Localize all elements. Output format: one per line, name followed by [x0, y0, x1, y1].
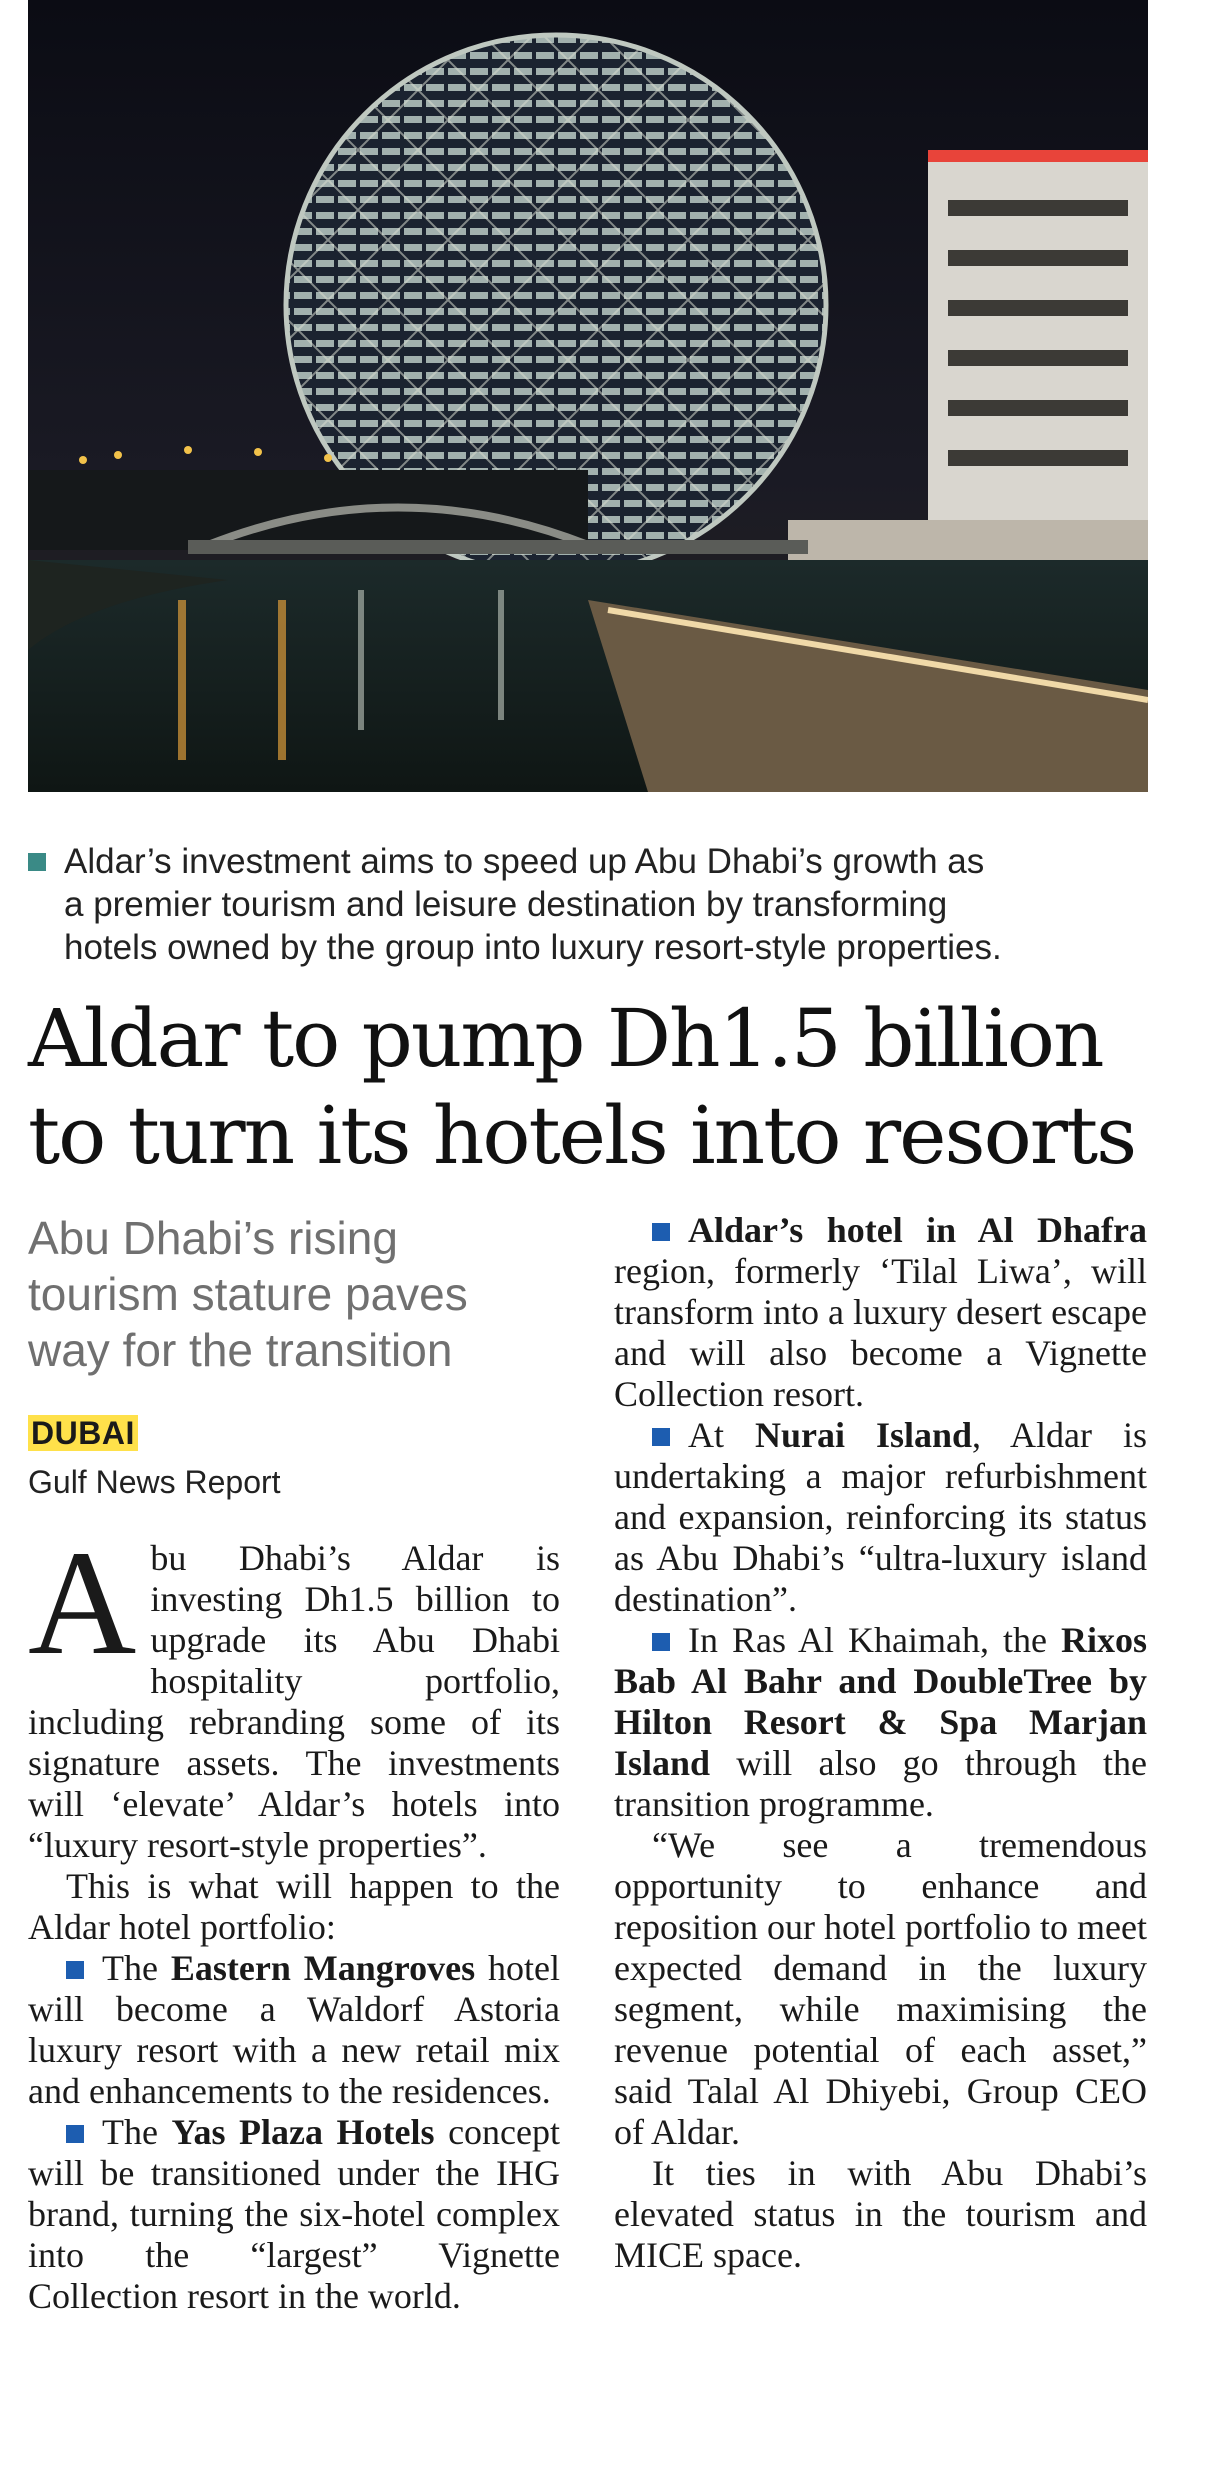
- paragraph-1: [28, 1520, 560, 1866]
- photo-caption: [28, 840, 1168, 969]
- p3-bold: Eastern Mangroves: [170, 1948, 476, 1988]
- bullet-square-icon: [652, 1428, 670, 1446]
- p4-bold: Yas Plaza Hotels: [171, 2112, 435, 2152]
- bullet-square-icon: [652, 1633, 670, 1651]
- p5-post: region, formerly ‘Tilal Liwa’, will transform into a luxury desert escape and will also become a Vignette Collection resort.: [614, 1251, 1147, 1414]
- caption-square-icon: [28, 853, 46, 871]
- photo-illustration: [28, 0, 1148, 792]
- column-left: [28, 1210, 560, 2317]
- paragraph-2: This is what will happen to the Aldar hotel portfolio:: [28, 1866, 560, 1947]
- caption-line-2: a premier tourism and leisure destination by transforming: [64, 885, 948, 924]
- bullet-square-icon: [652, 1223, 670, 1241]
- byline: Gulf News Report: [28, 1464, 281, 1500]
- headline-line-2: to turn its hotels into resorts: [28, 1089, 1136, 1182]
- paragraph-5: [614, 1210, 1147, 1415]
- caption-line-3: hotels owned by the group into luxury resort-style properties.: [64, 928, 1002, 967]
- paragraph-1-text: bu Dhabi’s Aldar is investing Dh1.5 billion to upgrade its Abu Dhabi hospitality portfolio, including rebranding some of its signature assets. The investments will ‘elevate’ Aldar’s hotels into “luxury resort-style properties”.: [28, 1538, 560, 1865]
- article-body-left: [28, 1520, 561, 2317]
- drop-cap: A: [28, 1520, 137, 1686]
- p4-pre: The: [102, 2112, 172, 2152]
- article-body-right: [614, 1210, 1147, 2276]
- paragraph-6: [614, 1415, 1147, 1620]
- bullet-square-icon: [66, 2125, 84, 2143]
- p7-bold: Rixos Bab Al Bahr and DoubleTree by Hilton Resort & Spa Marjan Island: [614, 1620, 1147, 1783]
- caption-line-1: [28, 840, 1168, 883]
- article-photo: [28, 0, 1148, 792]
- p6-pre: At: [688, 1415, 755, 1455]
- headline-line-1: Aldar to pump Dh1.5 billion: [28, 992, 1103, 1085]
- p5-bold: Aldar’s hotel in Al Dhafra: [688, 1210, 1147, 1250]
- paragraph-7: [614, 1620, 1147, 1825]
- paragraph-4: [28, 2112, 560, 2317]
- p4-post: concept will be transitioned under the IHG brand, turning the six-hotel complex into the “largest” Vignette Collection resort in the world.: [28, 2112, 560, 2316]
- bullet-square-icon: [66, 1961, 84, 1979]
- caption-text-1: Aldar’s investment aims to speed up Abu Dhabi’s growth as: [64, 842, 985, 881]
- dateline-label: DUBAI: [28, 1415, 138, 1451]
- p7-pre: In Ras Al Khaimah, the: [688, 1620, 1061, 1660]
- paragraph-8: “We see a tremendous opportunity to enhance and reposition our hotel portfolio to meet expected demand in the luxury segment, while maximising the revenue potential of each asset,” said Talal Al Dhiyebi, Group CEO of Aldar.: [614, 1825, 1147, 2152]
- p6-post: , Aldar is undertaking a major refurbishment and expansion, reinforcing its status as Abu Dhabi’s “ultra-luxury island destination”.: [614, 1415, 1147, 1619]
- column-right: [614, 1210, 1147, 2276]
- paragraph-3: [28, 1948, 560, 2112]
- paragraph-9: It ties in with Abu Dhabi’s elevated status in the tourism and MICE space.: [614, 2153, 1147, 2275]
- p3-pre: The: [102, 1948, 171, 1988]
- headline: [28, 990, 1178, 1184]
- standfirst: Abu Dhabi’s rising tourism stature paves way for the transition: [28, 1212, 468, 1376]
- p3-post: hotel will become a Waldorf Astoria luxury resort with a new retail mix and enhancements to the residences.: [28, 1948, 561, 2111]
- p6-bold: Nurai Island: [754, 1415, 973, 1455]
- dateline: [28, 1414, 560, 1452]
- p7-post: will also go through the transition programme.: [614, 1743, 1147, 1824]
